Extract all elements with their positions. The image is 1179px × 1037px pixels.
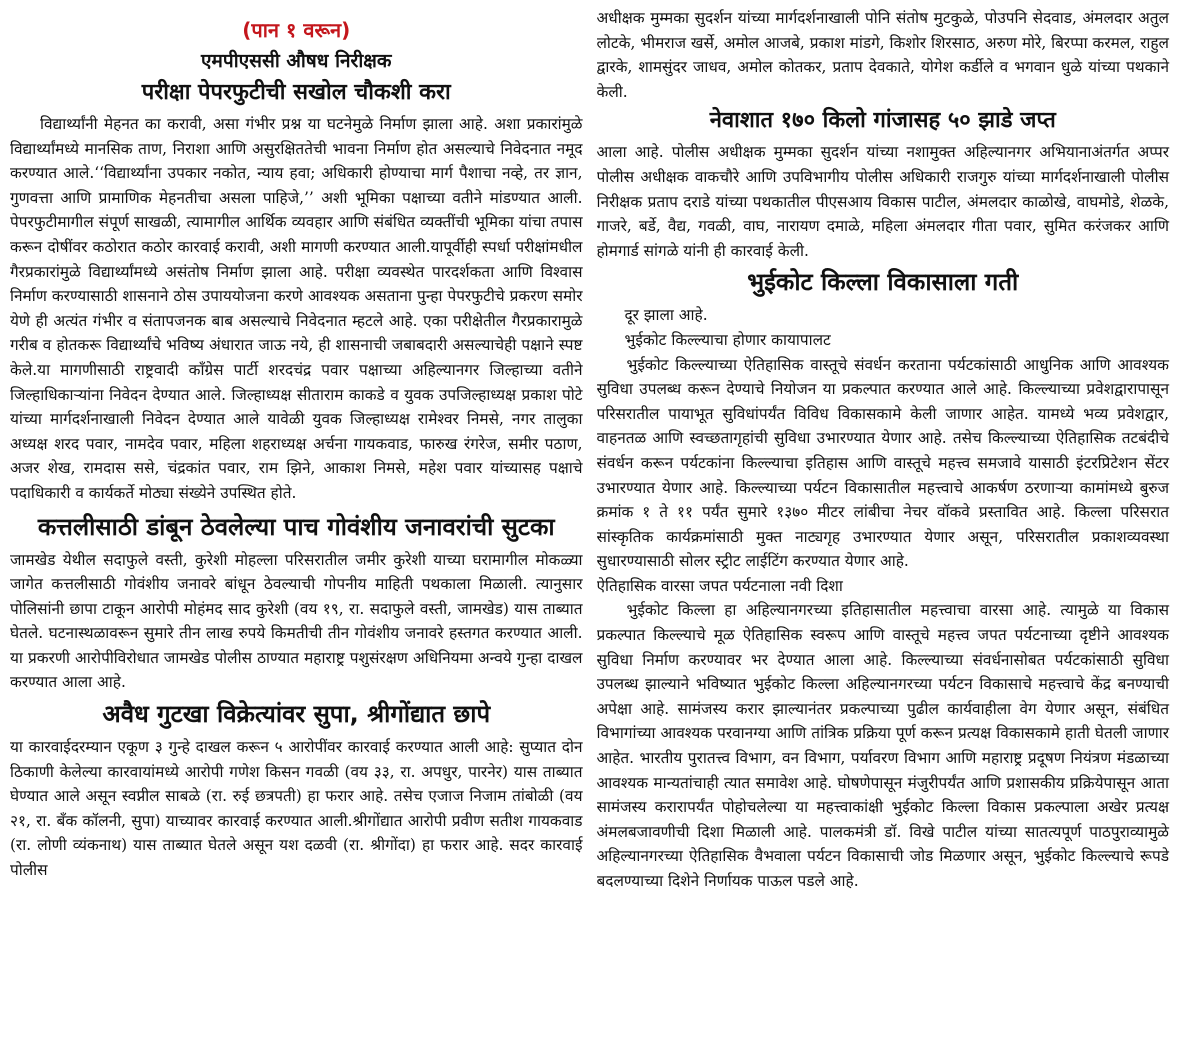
story-gutkha-body: या कारवाईदरम्यान एकूण ३ गुन्हे दाखल करून ५ आरोपींवर कारवाई करण्यात आली आहे: सुप्यात दोन ठिकाणी केलेल्या कारवायांमध्ये आरोपी गणेश किसन गवळी (वय ३३, रा. अपधुर, पारनेर) यास ताब्यात घेण्यात आले असून स्वप्नील साबळे (रा. रुई छत्रपती) हा फरार आहे. तसेच एजाज निजाम तांबोळी (वय २१, रा. बँक कॉलनी, सुपा) याच्यावर कारवाई करण्यात आली.श्रीगोंद्यात आरोपी प्रवीण सतीश गायकवाड (रा. लोणी व्यंकनाथ) यास ताब्यात घेतले असून यश दळवी (रा. श्रीगोंदा) हा फरार आहे. सदर कारवाई पोलीस bbox=[10, 738, 583, 880]
story-bhuikot-para2: भुईकोट किल्ला हा अहिल्यानगरच्या इतिहासातील महत्त्वाचा वारसा आहे. त्यामुळे या विकास प्रकल्पात किल्ल्याचे मूळ ऐतिहासिक स्वरूप आणि वास्तूचे महत्त्व जपत पर्यटनाच्या दृष्टीने आवश्यक सुविधा निर्माण करण्यावर भर देण्यात आला आहे. किल्ल्याच्या संवर्धनासोबत पर्यटकांसाठी सुविधा उपलब्ध झाल्याने भविष्यात भुईकोट किल्ला अहिल्यानगरच्या पर्यटन विकासाचे महत्त्वाचे केंद्र बनण्याची अपेक्षा आहे. सामंजस्य करार झाल्यानंतर प्रकल्पाच्या पुढील कार्यवाहीला वेग येणार असून, संबंधित विभागांच्या आवश्यक परवानग्या आणि तांत्रिक प्रक्रिया पूर्ण करून प्रत्यक्ष विकासकामे हाती घेतली जाणार आहेत. भारतीय पुरातत्त्व विभाग, वन विभाग, पर्यावरण विभाग आणि महाराष्ट्र प्रदूषण नियंत्रण मंडळाच्या आवश्यक मान्यतांचाही त्यात समावेश आहे. घोषणेपासून मंजुरीपर्यंत आणि प्रशासकीय प्रक्रियेपासून आता सामंजस्य करारापर्यंत पोहोचलेल्या या महत्त्वाकांक्षी भुईकोट किल्ला विकास प्रकल्पाला अखेर प्रत्यक्ष अंमलबजावणीची दिशा मिळाली आहे. पालकमंत्री डॉ. विखे पाटील यांच्या सातत्यपूर्ण पाठपुराव्यामुळे अहिल्यानगरच्या ऐतिहासिक वैभवाला पर्यटन विकासाची जोड मिळणार असून, भुईकोट किल्ल्याचे रूपडे बदलण्याच्या दिशेने निर्णायक पाऊल पडले आहे. bbox=[596, 601, 1169, 890]
story-cattle-headline: कत्तलीसाठी डांबून ठेवलेल्या पाच गोवंशीय जनावरांची सुटका bbox=[37, 512, 555, 541]
story-nevasa-body: आला आहे. पोलीस अधीक्षक मुम्मका सुदर्शन यांच्या नशामुक्त अहिल्यानगर अभियानाअंतर्गत अप्पर पोलीस अधीक्षक वाकचौरे आणि उपविभागीय पोलीस अधिकारी राजगुरु यांच्या मार्गदर्शनाखाली पोलीस निरीक्षक प्रताप दराडे यांच्या पथकातील पीएसआय विकास पाटील, अंमलदार काळोखे, वाघमोडे, शेळके, गाजरे, बर्डे, वैद्य, गवळी, वाघ, नारायण दमाळे, महिला अंमलदार गीता पवार, सुमित करंजकर आणि होमगार्ड सांगळे यांनी ही कारवाई केली. bbox=[596, 143, 1169, 260]
story-bhuikot-para1: भुईकोट किल्ल्याच्या ऐतिहासिक वास्तूचे संवर्धन करताना पर्यटकांसाठी आधुनिक आणि आवश्यक सुविधा उपलब्ध करून देण्याचे नियोजन या प्रकल्पात करण्यात आले आहे. किल्ल्याच्या प्रवेशद्वारापासून परिसरातील पायाभूत सुविधांपर्यंत विविध विकासकामे केली जाणार आहेत. यामध्ये भव्य प्रवेशद्वार, वाहनतळ आणि स्वच्छतागृहांची सुविधा उभारण्यात येणार आहे. तसेच किल्ल्याच्या ऐतिहासिक तटबंदीचे संवर्धन करून पर्यटकांना किल्ल्याचा इतिहास आणि वास्तूचे महत्त्व समजावे यासाठी इंटरप्रिटेशन सेंटर उभारण्यात येणार आहे. किल्ल्याच्या पर्यटन विकासातील महत्त्वाचे आकर्षण ठरणाऱ्या कामांमध्ये बुरुज क्रमांक १ ते ११ पर्यंत सुमारे १३७० मीटर लांबीचा नेचर वॉकवे प्रस्तावित आहे. किल्ला परिसरात सांस्कृतिक कार्यक्रमांसाठी मुक्त नाट्यगृह उभारण्यात येणार असून, परिसरातील प्रकाशव्यवस्था सुधारण्यासाठी सोलर स्ट्रीट लाईटिंग करण्यात येणार आहे. bbox=[596, 355, 1169, 571]
story-gutkha-headline: अवैध गुटखा विक्रेत्यांवर सुपा, श्रीगोंद्यात छापे bbox=[102, 700, 491, 729]
right-column bbox=[597, 6, 1172, 1037]
story-cattle-rescue bbox=[10, 508, 583, 696]
story-nevasa-headline: नेवाशात १७० किलो गांजासह ५० झाडे जप्त bbox=[709, 108, 1056, 134]
left-column bbox=[8, 6, 583, 1037]
story-bhuikot-headline: भुईकोट किल्ला विकासाला गती bbox=[747, 268, 1019, 297]
story-gutkha-raids bbox=[10, 695, 583, 883]
story-bhuikot-fort bbox=[597, 263, 1170, 893]
story-gutkha-continued-body: अधीक्षक मुम्मका सुदर्शन यांच्या मार्गदर्शनाखाली पोनि संतोष मुटकुळे, पोउपनि सेदवाड, अंमलदार अतुल लोटके, भीमराज खर्से, अमोल आजबे, प्रकाश मांडगे, किशोर शिरसाठ, अरुण मोरे, बिरप्पा करमल, राहुल द्वारके, शामसुंदर जाधव, अमोल कोतकर, प्रताप देवकाते, योगेश कर्डीले व भगवान धुळे यांच्या पथकाने केली. bbox=[596, 9, 1169, 101]
story-cattle-body: जामखेड येथील सदाफुले वस्ती, कुरेशी मोहल्ला परिसरातील जमीर कुरेशी याच्या घरामागील मोकळ्या जागेत कत्तलीसाठी गोवंशीय जनावरे बांधून ठेवल्याची गोपनीय माहिती पथकाला मिळाली. त्यानुसार पोलिसांनी छापा टाकून आरोपी मोहंमद साद कुरेशी (वय १९, रा. सदाफुले वस्ती, जामखेड) यास ताब्यात घेतले. घटनास्थळावरून सुमारे तीन लाख रुपये किमतीची तीन गोवंशीय जनावरे हस्तगत करण्यात आली. या प्रकरणी आरोपीविरोधात जामखेड पोलीस ठाण्यात महाराष्ट्र पशुसंरक्षण अधिनियमा अन्वये गुन्हा दाखल करण्यात आला आहे. bbox=[10, 550, 583, 692]
continued-from-page-1-label: (पान १ वरून) bbox=[242, 18, 351, 42]
story-mpsc-headline: परीक्षा पेपरफुटीची सखोल चौकशी करा bbox=[141, 80, 451, 105]
story-mpsc-body: विद्यार्थ्यांनी मेहनत का करावी, असा गंभीर प्रश्न या घटनेमुळे निर्माण झाला आहे. अशा प्रकारांमुळे विद्यार्थ्यांमध्ये मानसिक ताण, निराशा आणि असुरक्षिततेची भावना निर्माण होत असल्याचे निवेदनात नमूद करण्यात आले.‘‘विद्यार्थ्यांना उपकार नकोत, न्याय हवा; अधिकारी होण्याचा मार्ग पैशाचा नव्हे, तर ज्ञान, गुणवत्ता आणि प्रामाणिक मेहनतीचा असला पाहिजे,’’ अशी भूमिका पक्षाच्या वतीने मांडण्यात आली. पेपरफुटीमागील संपूर्ण साखळी, त्यामागील आर्थिक व्यवहार आणि संबंधित व्यक्तींची भूमिका यांचा तपास करून दोषींवर कठोरात कठोर कारवाई करावी, अशी मागणी करण्यात आली.यापूर्वीही स्पर्धा परीक्षांमधील गैरप्रकारांमुळे विद्यार्थ्यांमध्ये असंतोष निर्माण झाला आहे. परीक्षा व्यवस्थेत पारदर्शकता आणि विश्वास निर्माण करण्यासाठी शासनाने ठोस उपाययोजना करणे आवश्यक असताना पुन्हा पेपरफुटीचे प्रकरण समोर येणे ही अत्यंत गंभीर व संतापजनक बाब असल्याचे निवेदनात म्हटले आहे. एका परीक्षेतील गैरप्रकारामुळे गरीब व होतकरू विद्यार्थ्यांचे भविष्य अंधारात जाऊ नये, ही शासनाची जबाबदारी असल्याचेही पक्षाने स्पष्ट केले.या मागणीसाठी राष्ट्रवादी काँग्रेस पार्टी शरदचंद्र पवार पक्षाच्या अहिल्यानगर जिल्हाच्या वतीने जिल्हाधिकाऱ्यांना निवेदन देण्यात आले. जिल्हाध्यक्ष सीताराम काकडे व युवक उपजिल्हाध्यक्ष प्रकाश पोटे यांच्या मार्गदर्शनाखाली निवेदन देण्यात आले यावेळी युवक जिल्हाध्यक्ष रामेश्वर निमसे, नगर तालुका अध्यक्ष शरद पवार, नामदेव पवार, महिला शहराध्यक्ष अर्चना गायकवाड, फारुख रंगरेज, समीर पठाण, अजर शेख, रामदास ससे, चंद्रकांत पवार, राम झिने, आकाश निमसे, महेश पवार यांच्यासह पक्षाचे पदाधिकारी व कार्यकर्ते मोठ्या संख्येने उपस्थित होते. bbox=[10, 115, 583, 502]
story-mpsc-kicker: एमपीएससी औषध निरीक्षक bbox=[201, 50, 392, 72]
story-bhuikot-subtitle: भुईकोट किल्ल्याचा होणार कायापालट bbox=[624, 330, 831, 349]
story-nevasa-ganja bbox=[597, 104, 1170, 263]
story-mpsc-paper-leak bbox=[10, 46, 583, 506]
story-bhuikot-line1: दूर झाला आहे. bbox=[624, 306, 708, 325]
story-bhuikot-subhead: ऐतिहासिक वारसा जपत पर्यटनाला नवी दिशा bbox=[596, 576, 843, 595]
